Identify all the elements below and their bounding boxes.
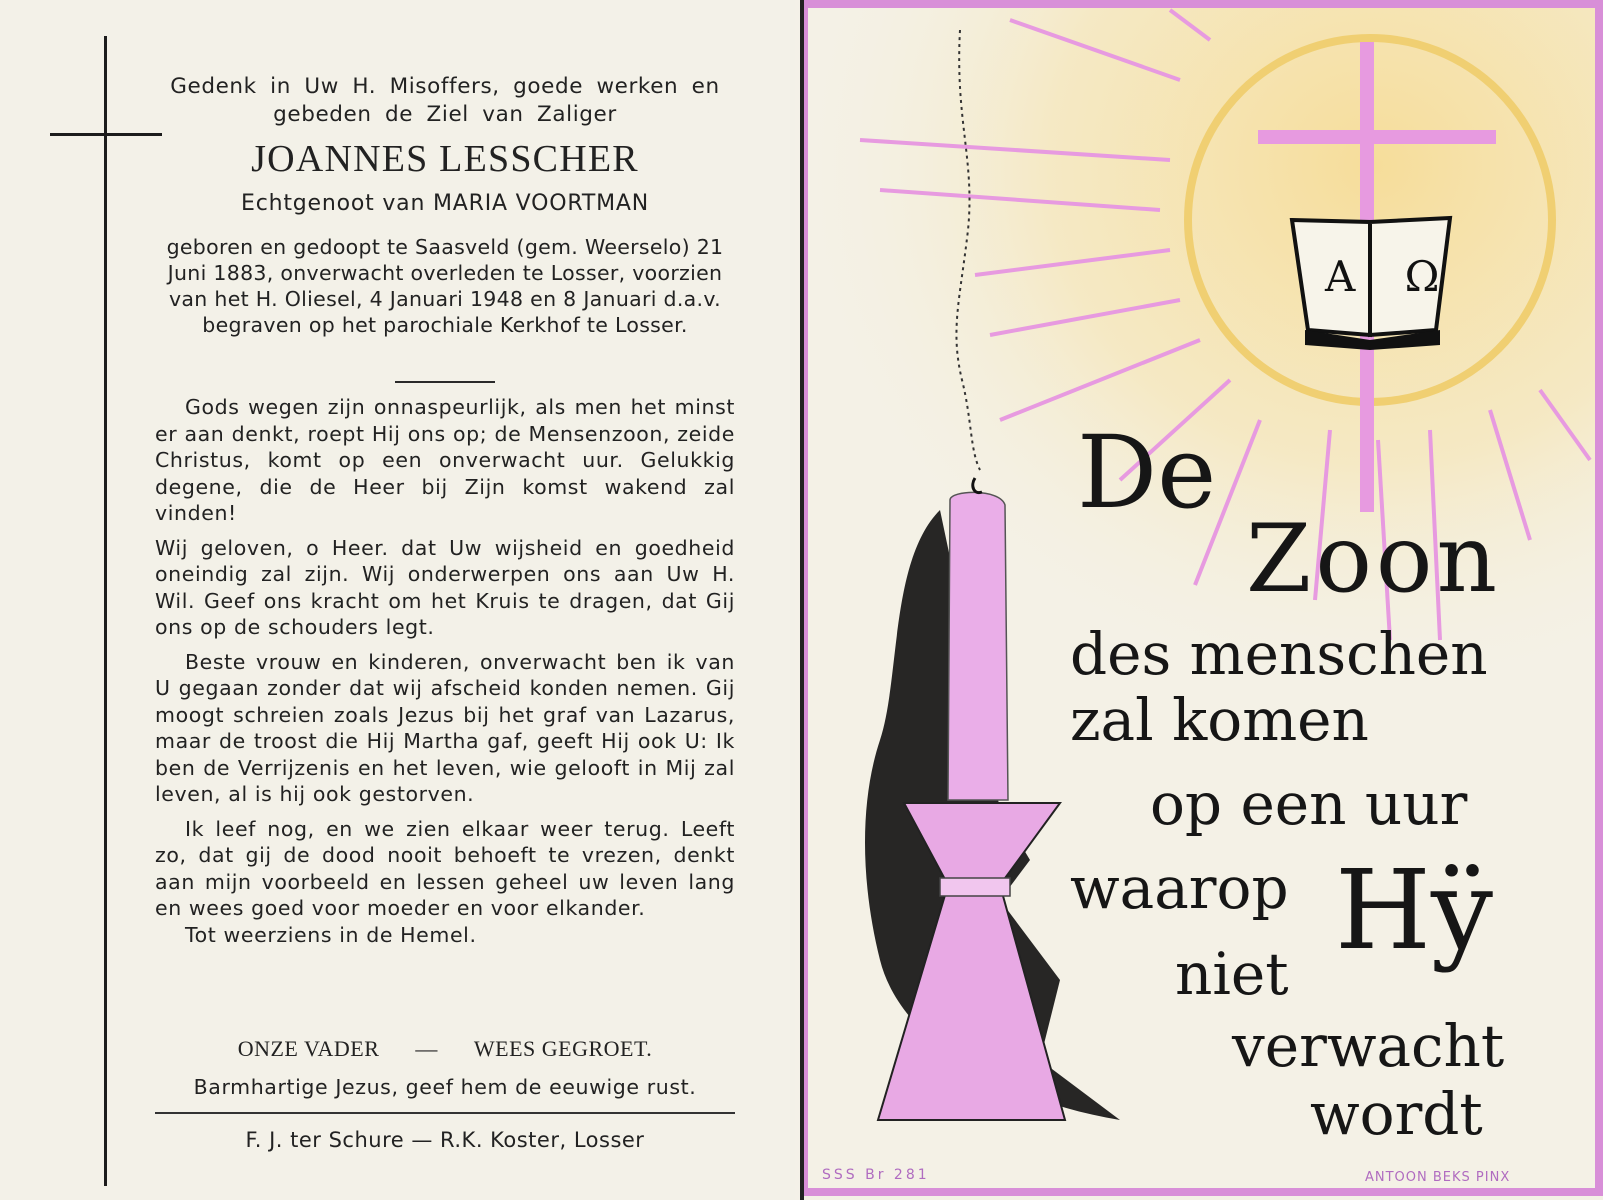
- cross-vertical-line: [104, 36, 107, 1186]
- biography-text: geboren en gedoopt te Saasveld (gem. Weerselo) 21 Juni 1883, onverwacht overleden te Losser, voorzien van het H. Oliesel, 4 Januari 1948 en 8 Januari d.a.v. begraven op het parochiale Kerkhof te Losser.: [166, 235, 724, 337]
- book-alpha-omega: A Ω: [1325, 252, 1458, 301]
- headline-de: De: [1077, 414, 1217, 531]
- printer-credit: F. J. ter Schure — R.K. Koster, Losser: [245, 1128, 645, 1152]
- candle-holder-ring: [940, 878, 1010, 896]
- section-divider: [395, 381, 495, 383]
- headline-waarop: waarop: [1070, 854, 1289, 922]
- candle-body: [948, 492, 1008, 800]
- spouse-line: Echtgenoot van MARIA VOORTMAN: [241, 191, 649, 216]
- paragraph-3: Beste vrouw en kinderen, onverwacht ben ik van U gegaan zonder dat wij afscheid konden nemen. Gij moogt schreien zoals Jezus bij het graf van Lazarus, maar de troost die Hij Martha gaf, geeft Hij ook U: Ik ben de Verrijzenis en het leven, wie gelooft in Mij zal leven, al is hij ook gestorven.: [155, 649, 735, 806]
- artist-signature: ANTOON BEKS PINX: [1365, 1170, 1511, 1185]
- prayer-hail-mary: WEES GEGROET.: [473, 1036, 653, 1061]
- footer-rule: [155, 1112, 735, 1114]
- paragraph-1: Gods wegen zijn onnaspeurlijk, als men het minst er aan denkt, roept Hij ons op; de Mensenzoon, zeide Christus, komt op een onverwacht uur. Gelukkig degene, die de Heer bij Zijn komst wakend zal vinden!: [155, 395, 735, 525]
- cross-horizontal: [1258, 130, 1496, 144]
- memorial-paragraphs: [155, 394, 735, 956]
- deceased-name: JOANNES LESSCHER: [251, 138, 639, 180]
- headline-des-menschen: des menschen: [1070, 620, 1488, 688]
- prayer-our-father: ONZE VADER: [237, 1036, 380, 1061]
- left-page: [0, 0, 795, 1200]
- paragraph-2: Wij geloven, o Heer. dat Uw wijsheid en goedheid oneindig zal zijn. Wij onderwerpen ons aan Uw H. Wil. Geef ons kracht om het Kruis te dragen, dat Gij ons op de schouders legt.: [155, 535, 735, 639]
- right-page: [800, 0, 1603, 1200]
- headline-zoon: Zoon: [1246, 505, 1502, 614]
- closing-prayer: Barmhartige Jezus, geef hem de eeuwige rust.: [193, 1075, 697, 1099]
- headline-op-een-uur: op een uur: [1150, 770, 1468, 838]
- farewell-line: Tot weerziens in de Hemel.: [185, 922, 477, 947]
- prayer-separator: —: [415, 1036, 438, 1061]
- intro-text: Gedenk in Uw H. Misoffers, goede werken en gebeden de Ziel van Zaliger: [170, 74, 720, 127]
- headline-zal-komen: zal komen: [1070, 686, 1369, 754]
- headline-hij: Hÿ: [1335, 846, 1494, 974]
- print-code: SSS Br 281: [822, 1167, 930, 1183]
- headline-niet: niet: [1175, 940, 1289, 1008]
- prayers-line: [155, 1036, 735, 1062]
- cross-horizontal-line: [50, 133, 162, 136]
- headline-wordt: wordt: [1310, 1080, 1483, 1148]
- headline-verwacht: verwacht: [1232, 1012, 1505, 1080]
- paragraph-4: Ik leef nog, en we zien elkaar weer terug. Leeft zo, dat gij de dood nooit behoeft te vrezen, denkt aan mijn voorbeeld en lessen geheel uw leven lang en wees goed voor moeder en voor elkander.: [155, 816, 735, 920]
